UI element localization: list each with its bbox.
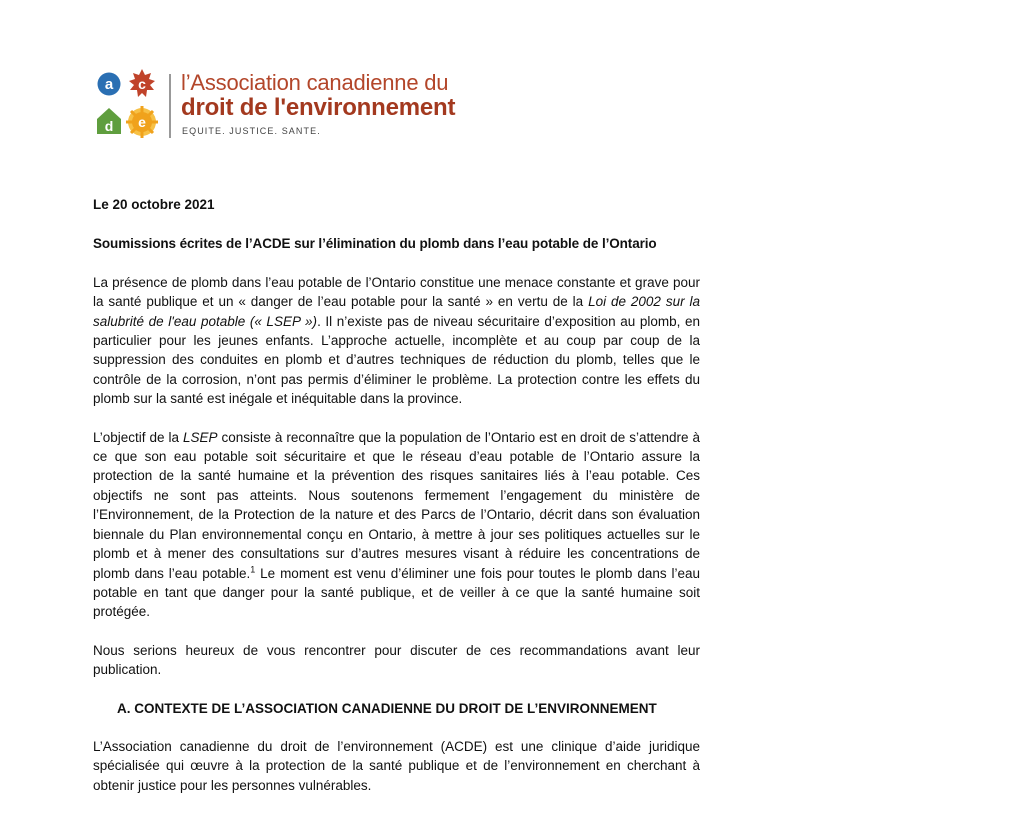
logo-d-letter: d (104, 118, 114, 134)
lsep-term: LSEP (182, 429, 218, 445)
paragraph-2 (93, 428, 700, 622)
logo-tagline: EQUITE. JUSTICE. SANTE. (182, 126, 321, 136)
paragraph-2-part-c: consiste à reconnaître que la population de l’Ontario est en droit de s’attendre à ce que son eau potable soit sécuritaire et que le réseau d’eau potable de l’Ontario assure la protection de la santé humaine et la prévention des risques sanitaires liés à l’eau potable. Ces objectifs ne sont pas atteints. Nous soutenons fermement l’engagement du ministère de l’Environnement, de la Protection de la nature et des Parcs de l’Ontario, décrit dans son évaluation biennale du Plan environnemental conçu en Ontario, à mettre à jour ses politiques actuelles sur le plomb et à mener des consultations sur d’autres mesures visant à réduire les concentrations de plomb dans l’eau potable. (93, 429, 700, 581)
section-a-heading: A. CONTEXTE DE L’ASSOCIATION CANADIENNE DU DROIT DE L’ENVIRONNEMENT (117, 700, 657, 716)
logo-name-line1: l’Association canadienne du (181, 70, 449, 95)
logo-e-letter: e (138, 114, 146, 130)
paragraph-1 (93, 273, 700, 409)
logo-a-letter: a (104, 76, 114, 93)
law-citation: Loi de 2002 sur la salubrité de l'eau potable (« LSEP ») (93, 294, 700, 329)
acde-logo (94, 64, 474, 148)
logo-name-line2: droit de l'environnement (181, 94, 456, 121)
logo-c-letter: c (138, 76, 146, 92)
paragraph-2-part-a: L’objectif de la (93, 429, 183, 445)
logo-divider (169, 74, 171, 138)
acde-logo-mark (94, 64, 164, 140)
paragraph-3: Nous serions heureux de vous rencontrer pour discuter de ces recommandations avant leur publication. (93, 642, 700, 678)
footnote-marker-1[interactable]: 1 (250, 564, 256, 574)
paragraph-4: L’Association canadienne du droit de l’environnement (ACDE) est une clinique d’aide juridique spécialisée qui œuvre à la protection de la santé publique et de l’environnement en cherchant à obtenir justice pour les personnes vulnérables. (93, 738, 700, 793)
letter-subject: Soumissions écrites de l’ACDE sur l’élimination du plomb dans l’eau potable de l’Ontario (93, 236, 657, 252)
paragraph-1-part-c: . Il n’existe pas de niveau sécuritaire d’exposition au plomb, en particulier pour les jeunes enfants. L’approche actuelle, incomplète et au coup par coup de la suppression des conduites en plomb et d’autres techniques de réduction du plomb, telles que le contrôle de la corrosion, n’ont pas permis d’éliminer le problème. La protection contre les effets du plomb sur la santé est inégale et inéquitable dans la province. (93, 313, 701, 407)
paragraph-2-part-d: Le moment est venu d’éliminer une fois pour toutes le plomb dans l’eau potable en tant que danger pour la santé publique, et de veiller à ce que la santé humaine soit protégée. (93, 565, 701, 620)
letter-date: Le 20 octobre 2021 (93, 197, 215, 212)
letter-body (93, 195, 700, 814)
paragraph-1-part-a: La présence de plomb dans l’eau potable de l’Ontario constitue une menace constante et grave pour la santé publique et un « danger de l’eau potable pour la santé » en vertu de la (93, 274, 700, 310)
